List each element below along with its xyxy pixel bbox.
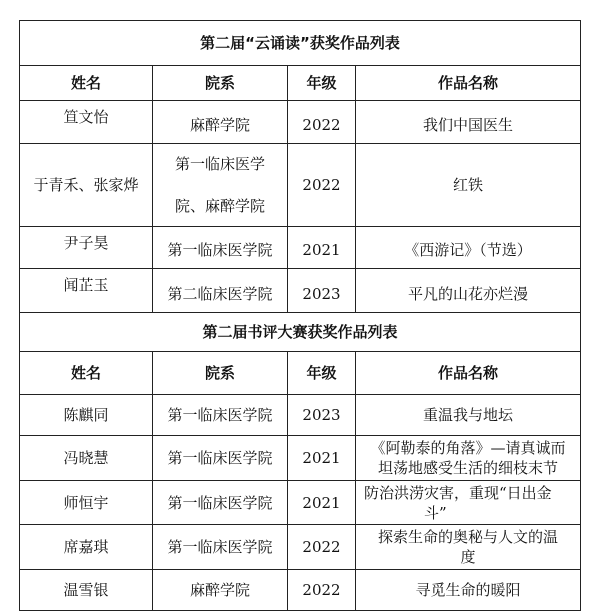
table2-title-row <box>20 313 581 352</box>
cell-dept: 第一临床医学院 <box>153 525 288 570</box>
cell-dept: 第一临床医学院 <box>153 395 288 436</box>
cell-grade: 2022 <box>288 101 356 144</box>
work-line: 防治洪涝灾害，重现“日出金 <box>364 483 552 502</box>
work-line: 探索生命的奥秘与人文的温 <box>378 528 559 546</box>
cell-grade: 2023 <box>288 395 356 436</box>
cell-name: 温雪银 <box>20 570 153 611</box>
cell-work <box>356 525 581 570</box>
table1-header-row <box>20 66 581 101</box>
header-dept: 院系 <box>153 352 288 395</box>
cell-dept: 麻醉学院 <box>153 101 288 144</box>
cell-name: 冯晓慧 <box>20 436 153 481</box>
table-row <box>20 570 581 611</box>
cell-grade: 2021 <box>288 436 356 481</box>
header-name: 姓名 <box>20 352 153 395</box>
dept-line: 第一临床医学 <box>174 155 265 173</box>
table2-title: 第二届书评大赛获奖作品列表 <box>20 313 581 352</box>
work-line: 斗” <box>424 503 447 522</box>
cell-grade: 2022 <box>288 570 356 611</box>
work-line: 《阿勒泰的角落》—请真诚而 <box>370 439 566 457</box>
cell-name: 席嘉琪 <box>20 525 153 570</box>
cell-name: 笪文怡 <box>20 101 153 144</box>
table-row <box>20 436 581 481</box>
table-row <box>20 269 581 313</box>
cell-work: 寻觅生命的暖阳 <box>356 570 581 611</box>
cell-dept: 麻醉学院 <box>153 570 288 611</box>
cell-work: 平凡的山花亦烂漫 <box>356 269 581 313</box>
cell-dept: 第二临床医学院 <box>153 269 288 313</box>
table-row <box>20 101 581 144</box>
cell-grade: 2022 <box>288 525 356 570</box>
cell-work <box>356 436 581 481</box>
table1-title: 第二届“云诵读”获奖作品列表 <box>20 21 581 66</box>
cell-name: 陈麒同 <box>20 395 153 436</box>
table2-header-row <box>20 352 581 395</box>
header-work: 作品名称 <box>356 352 581 395</box>
dept-line: 院、麻醉学院 <box>174 197 265 215</box>
cell-work: 重温我与地坛 <box>356 395 581 436</box>
table-row <box>20 525 581 570</box>
cell-dept: 第一临床医学院 <box>153 227 288 269</box>
cell-name: 师恒宇 <box>20 481 153 525</box>
table-row <box>20 144 581 227</box>
cell-name: 尹子昊 <box>20 227 153 269</box>
header-name: 姓名 <box>20 66 153 101</box>
cell-grade: 2023 <box>288 269 356 313</box>
header-grade: 年级 <box>288 352 356 395</box>
cell-name: 闻芷玉 <box>20 269 153 313</box>
work-line: 坦荡地感受生活的细枝末节 <box>378 459 559 477</box>
cell-grade: 2021 <box>288 227 356 269</box>
table1-title-row <box>20 21 581 66</box>
cell-dept: 第一临床医学院 <box>153 436 288 481</box>
cell-dept: 第一临床医学院 <box>153 481 288 525</box>
cell-grade: 2021 <box>288 481 356 525</box>
header-dept: 院系 <box>153 66 288 101</box>
table-row <box>20 481 581 525</box>
table-row <box>20 395 581 436</box>
cell-grade: 2022 <box>288 144 356 227</box>
cell-work <box>356 481 581 525</box>
header-work: 作品名称 <box>356 66 581 101</box>
work-line: 度 <box>460 548 476 566</box>
cell-work: 我们中国医生 <box>356 101 581 144</box>
cell-dept <box>153 144 288 227</box>
cell-work: 《西游记》（节选） <box>356 227 581 269</box>
cell-name: 于青禾、张家烨 <box>20 144 153 227</box>
table-row <box>20 227 581 269</box>
awards-table <box>19 20 581 611</box>
cell-work: 红铁 <box>356 144 581 227</box>
header-grade: 年级 <box>288 66 356 101</box>
